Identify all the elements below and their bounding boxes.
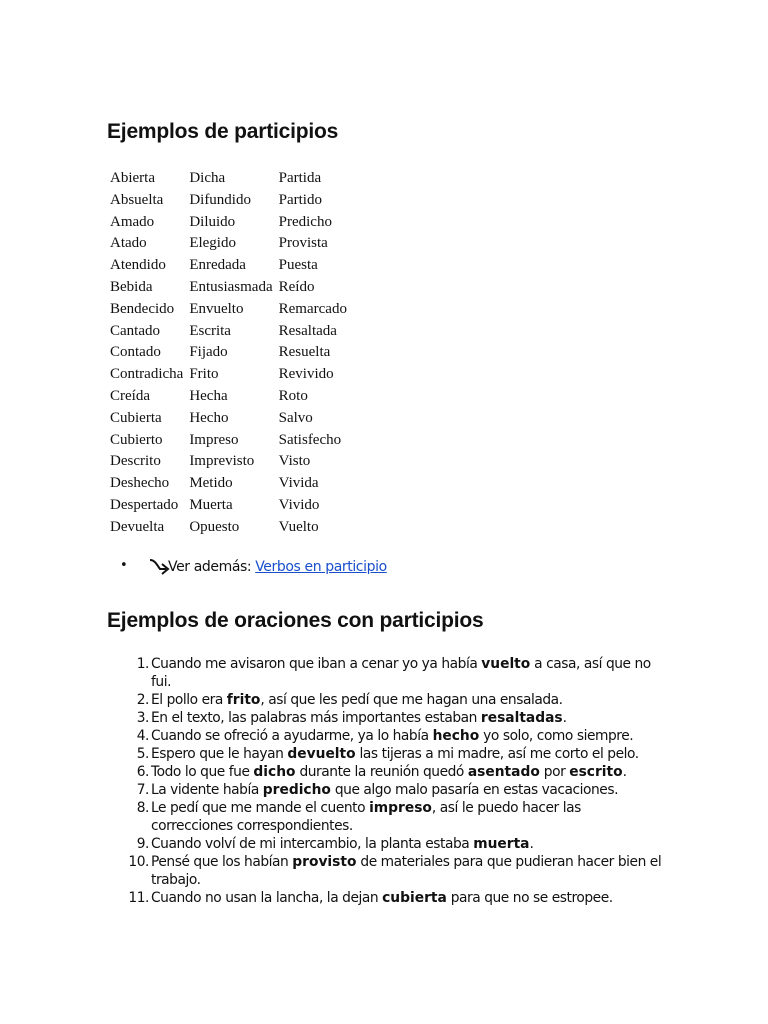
table-cell: Elegido [189,235,236,252]
table-cell: Satisfecho [278,431,342,448]
table-row [107,321,352,343]
list-number: 2. [136,692,149,708]
table-cell: Entusiasmada [189,278,273,295]
highlighted-participle: resaltadas [480,710,563,726]
sentence-text: Cuando se ofreció a ayudarme, ya lo había [151,728,433,744]
table-row [107,386,352,408]
highlighted-participle: frito [226,692,261,708]
sentence-text: Espero que le hayan [151,746,288,762]
sentence-text: , así le puedo hacer las correcciones correspondientes. [151,800,581,834]
table-row [107,255,352,277]
list-item [123,763,663,781]
table-row [107,299,352,321]
bullet: • [120,558,128,573]
table-cell: Abierta [110,170,155,186]
table-cell: Bendecido [110,300,175,317]
table-cell: Resaltada [278,322,337,339]
see-also-label: Ver además: [168,559,252,575]
table-cell: Cubierto [110,431,163,448]
table-cell: Cubierta [110,409,162,426]
list-item [123,691,663,709]
table-cell: Hecha [189,387,228,404]
table-cell: Atendido [110,257,166,274]
table-cell: Absuelta [110,191,164,208]
highlighted-participle: asentado [467,764,540,780]
sentence-text: las tijeras a mi madre, así me corto el pelo. [355,746,639,762]
table-cell: Escrita [189,322,231,339]
table-cell: Deshecho [110,475,170,492]
sentence-text: de materiales para que pudieran hacer bien el trabajo. [151,854,662,888]
list-item [123,853,663,889]
table-cell: Puesta [278,257,318,274]
list-number: 7. [136,782,149,798]
verbos-en-participio-link[interactable]: Verbos en participio [255,559,387,575]
highlighted-participle: escrito [569,764,623,780]
highlighted-participle: cubierta [382,890,447,906]
table-cell: Creída [110,387,150,404]
highlighted-participle: devuelto [287,746,356,762]
sentence-text: Cuando no usan la lancha, la dejan [151,890,383,906]
highlighted-participle: vuelto [481,656,531,672]
sentence-text: . [562,710,567,726]
table-cell: Atado [110,235,147,252]
table-cell: Metido [189,475,233,492]
table-cell: Visto [278,453,311,470]
table-cell: Provista [278,235,328,252]
sentences-heading: Ejemplos de oraciones con participios [107,609,484,632]
highlighted-participle: muerta [473,836,530,852]
table-cell: Hecho [189,409,229,426]
table-row [107,364,352,386]
table-row [107,342,352,364]
sentence-text: La vidente había [151,782,263,798]
list-number: 9. [136,836,149,852]
table-cell: Revivido [278,366,334,383]
sentence-text: que algo malo pasaría en estas vacaciones. [330,782,619,798]
sentence-text: Pensé que los habían [151,854,293,870]
table-cell: Resuelta [278,344,331,361]
table-cell: Dicha [189,170,226,186]
table-row [107,473,352,495]
sentence-text: , así que les pedí que me hagan una ensalada. [260,692,563,708]
list-item [123,709,663,727]
table-cell: Opuesto [189,518,240,535]
curved-arrow-icon [148,557,170,577]
table-cell: Muerta [189,496,233,513]
table-cell: Frito [189,366,219,383]
sentences-list [123,655,663,907]
list-item [123,889,663,907]
list-number: 5. [136,746,149,762]
table-cell: Devuelta [110,518,165,535]
participles-table [107,168,352,539]
participles-table-body [107,168,352,539]
list-number: 1. [136,656,149,672]
table-cell: Contado [110,344,161,361]
sentence-text: En el texto, las palabras más importantes estaban [151,710,481,726]
list-number: 11. [128,890,149,906]
table-row [107,430,352,452]
list-item [123,799,663,835]
highlighted-participle: predicho [262,782,331,798]
table-cell: Vuelto [278,518,319,535]
list-item [123,781,663,799]
table-row [107,451,352,473]
participles-heading: Ejemplos de participios [107,120,339,143]
table-cell: Contradicha [110,366,184,383]
table-cell: Partida [278,170,322,186]
table-row [107,495,352,517]
table-cell: Vivido [278,496,320,513]
list-number: 10. [128,854,149,870]
table-cell: Salvo [278,409,313,426]
sentence-text: . [622,764,627,780]
table-row [107,190,352,212]
table-row [107,517,352,539]
table-cell: Descrito [110,453,161,470]
sentence-text: Cuando me avisaron que iban a cenar yo ya había [151,656,482,672]
table-cell: Despertado [110,496,179,513]
list-item [123,655,663,691]
list-item [123,727,663,745]
table-cell: Cantado [110,322,160,339]
table-row [107,233,352,255]
table-cell: Enredada [189,257,246,274]
sentence-text: El pollo era [151,692,227,708]
table-row [107,408,352,430]
list-item [123,745,663,763]
table-cell: Imprevisto [189,453,255,470]
table-cell: Reído [278,278,315,295]
sentence-text: para que no se estropee. [446,890,613,906]
list-number: 8. [136,800,149,816]
table-cell: Remarcado [278,300,347,317]
table-cell: Difundido [189,191,251,208]
table-cell: Amado [110,213,155,230]
list-number: 6. [136,764,149,780]
sentence-text: a casa, así que no fui. [151,656,651,690]
table-row [107,277,352,299]
highlighted-participle: provisto [292,854,357,870]
table-cell: Impreso [189,431,239,448]
see-also-item [120,557,387,577]
list-number: 4. [136,728,149,744]
table-cell: Roto [278,387,308,404]
sentence-text: por [539,764,570,780]
table-cell: Predicho [278,213,332,230]
table-cell: Envuelto [189,300,244,317]
sentence-text: yo solo, como siempre. [479,728,634,744]
table-cell: Vivida [278,475,319,492]
sentence-text: Le pedí que me mande el cuento [151,800,370,816]
sentence-text: Cuando volví de mi intercambio, la planta estaba [151,836,474,852]
table-row [107,212,352,234]
sentence-text: Todo lo que fue [151,764,254,780]
sentence-text: durante la reunión quedó [295,764,468,780]
highlighted-participle: impreso [369,800,432,816]
highlighted-participle: hecho [432,728,480,744]
list-item [123,835,663,853]
list-number: 3. [136,710,149,726]
highlighted-participle: dicho [253,764,296,780]
table-cell: Diluido [189,213,236,230]
table-cell: Fijado [189,344,228,361]
sentence-text: . [529,836,534,852]
table-cell: Partido [278,191,322,208]
table-row [107,168,352,190]
table-cell: Bebida [110,278,153,295]
